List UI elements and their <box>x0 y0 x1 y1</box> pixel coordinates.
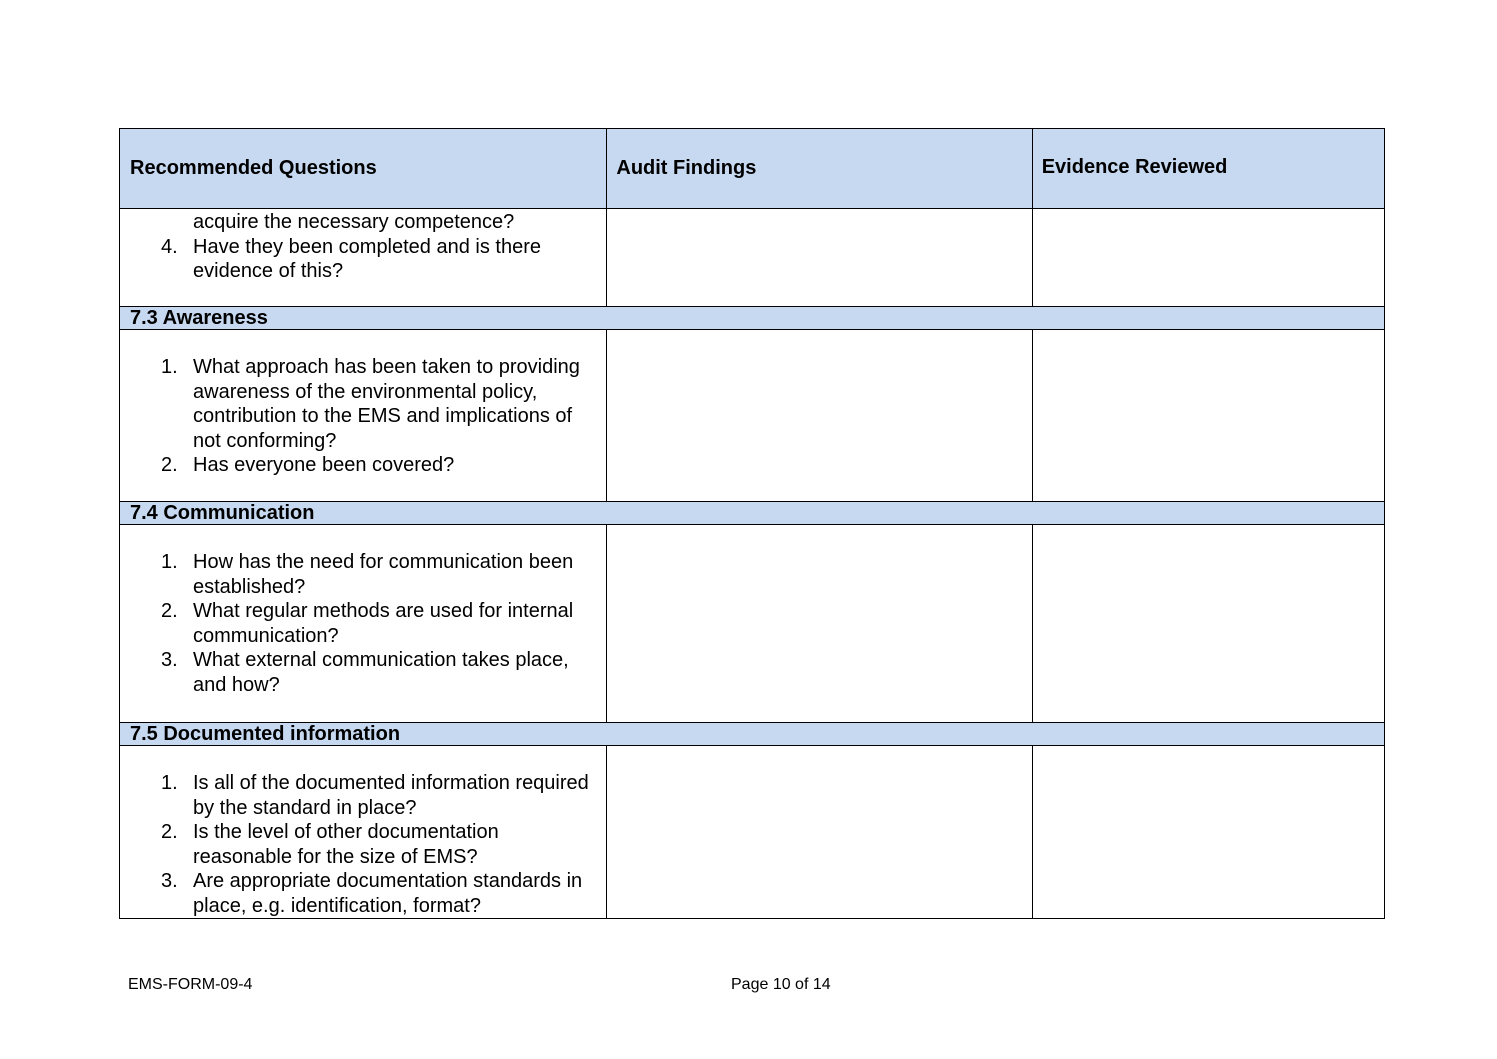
audit-findings-cell[interactable] <box>607 330 1032 502</box>
section-title: 7.4 Communication <box>120 502 1385 525</box>
table-row <box>120 330 1385 502</box>
table-row <box>120 746 1385 919</box>
section-title: 7.5 Documented information <box>120 723 1385 746</box>
header-audit-findings: Audit Findings <box>607 129 1032 209</box>
list-item <box>120 648 606 697</box>
question-text: Are appropriate documentation standards in place, e.g. identification, format? <box>193 870 583 917</box>
evidence-reviewed-cell[interactable] <box>1032 525 1384 723</box>
list-item <box>120 869 606 918</box>
footer-page-number: Page 10 of 14 <box>731 976 831 993</box>
list-item <box>120 771 606 820</box>
question-number: 3. <box>161 649 178 671</box>
question-text: What approach has been taken to providing awareness of the environmental policy, contribution to the EMS and implications of not conforming? <box>193 356 580 452</box>
evidence-reviewed-cell[interactable] <box>1032 209 1384 307</box>
questions-cell <box>120 330 607 502</box>
question-number: 2. <box>161 454 178 476</box>
question-text: Have they been completed and is there evidence of this? <box>193 235 541 282</box>
table-row <box>120 525 1385 723</box>
question-list <box>120 771 606 918</box>
question-list <box>120 550 606 697</box>
section-header-row <box>120 502 1385 525</box>
continuation-text: acquire the necessary competence? <box>193 211 515 233</box>
question-number: 1. <box>161 772 178 794</box>
list-item <box>120 550 606 599</box>
questions-cell <box>120 525 607 723</box>
question-text: What external communication takes place, and how? <box>193 649 569 696</box>
question-list <box>120 355 606 478</box>
questions-cell <box>120 746 607 919</box>
section-header-row <box>120 307 1385 330</box>
section-title: 7.3 Awareness <box>120 307 1385 330</box>
question-number: 1. <box>161 551 178 573</box>
question-text: What regular methods are used for internal communication? <box>193 600 574 647</box>
list-item <box>120 453 606 478</box>
evidence-reviewed-cell[interactable] <box>1032 746 1384 919</box>
list-item <box>120 599 606 648</box>
footer-form-id: EMS-FORM-09-4 <box>128 976 253 993</box>
question-text: Is all of the documented information required by the standard in place? <box>193 772 589 819</box>
question-text: Is the level of other documentation reasonable for the size of EMS? <box>193 821 499 868</box>
question-number: 1. <box>161 356 178 378</box>
audit-checklist-table <box>119 128 1385 919</box>
questions-cell <box>120 209 607 307</box>
audit-findings-cell[interactable] <box>607 746 1032 919</box>
table-header-row <box>120 129 1385 209</box>
question-number: 3. <box>161 870 178 892</box>
list-item <box>120 355 606 453</box>
list-item <box>120 820 606 869</box>
question-text: Has everyone been covered? <box>193 454 455 476</box>
header-evidence-reviewed: Evidence Reviewed <box>1032 129 1384 209</box>
question-number: 4. <box>161 235 178 258</box>
question-list <box>120 235 606 284</box>
question-number: 2. <box>161 821 178 843</box>
section-header-row <box>120 723 1385 746</box>
audit-findings-cell[interactable] <box>607 209 1032 307</box>
evidence-reviewed-cell[interactable] <box>1032 330 1384 502</box>
question-number: 2. <box>161 600 178 622</box>
table-row <box>120 209 1385 307</box>
question-text: How has the need for communication been established? <box>193 551 574 598</box>
audit-findings-cell[interactable] <box>607 525 1032 723</box>
list-item <box>120 235 606 284</box>
header-recommended-questions: Recommended Questions <box>120 129 607 209</box>
